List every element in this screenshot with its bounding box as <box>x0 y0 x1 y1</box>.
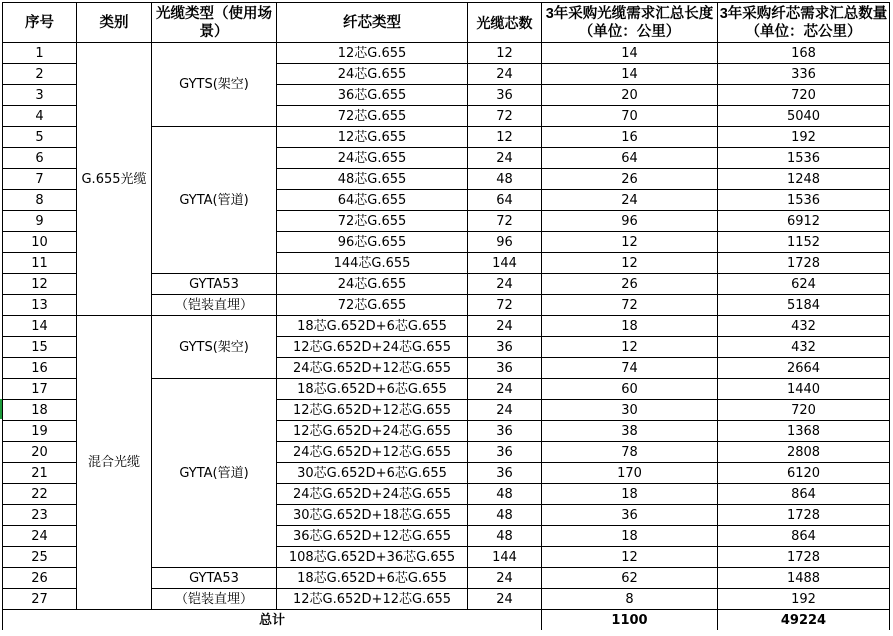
cell-index[interactable]: 14 <box>3 316 77 337</box>
cell-category-mixed[interactable]: 混合光缆 <box>77 316 152 610</box>
cell-index[interactable]: 24 <box>3 526 77 547</box>
cell-index[interactable]: 7 <box>3 169 77 190</box>
cell-core-count[interactable]: 48 <box>468 169 542 190</box>
cell-fiber-km[interactable]: 1248 <box>718 169 890 190</box>
cell-length[interactable]: 14 <box>542 64 718 85</box>
cell-index[interactable]: 27 <box>3 589 77 610</box>
header-cable-type[interactable]: 光缆类型（使用场景） <box>152 3 277 43</box>
cell-length[interactable]: 16 <box>542 127 718 148</box>
cell-cable-gyta53-line2[interactable]: （铠装直埋） <box>152 295 277 316</box>
cell-length[interactable]: 170 <box>542 463 718 484</box>
cell-length[interactable]: 64 <box>542 148 718 169</box>
cell-core-count[interactable]: 24 <box>468 148 542 169</box>
cell-fiber-type[interactable]: 96芯G.655 <box>277 232 468 253</box>
cell-index[interactable]: 26 <box>3 568 77 589</box>
cell-fiber-type[interactable]: 24芯G.655 <box>277 148 468 169</box>
header-index[interactable]: 序号 <box>3 3 77 43</box>
cell-length[interactable]: 12 <box>542 337 718 358</box>
cell-length[interactable]: 26 <box>542 274 718 295</box>
cell-cable-gyta53-line2[interactable]: （铠装直埋） <box>152 589 277 610</box>
cell-index[interactable]: 8 <box>3 190 77 211</box>
cell-index[interactable]: 17 <box>3 379 77 400</box>
cell-fiber-km[interactable]: 192 <box>718 127 890 148</box>
cell-fiber-km[interactable]: 192 <box>718 589 890 610</box>
cell-index[interactable]: 3 <box>3 85 77 106</box>
cell-index[interactable]: 22 <box>3 484 77 505</box>
cell-length[interactable]: 72 <box>542 295 718 316</box>
total-fiber-km[interactable]: 49224 <box>718 610 890 631</box>
header-total-fiber[interactable]: 3年采购纤芯需求汇总数量（单位：芯公里） <box>718 3 890 43</box>
cell-category-g655[interactable]: G.655光缆 <box>77 43 152 316</box>
cell-fiber-type[interactable]: 24芯G.655 <box>277 274 468 295</box>
cell-core-count[interactable]: 64 <box>468 190 542 211</box>
cell-index[interactable]: 25 <box>3 547 77 568</box>
cell-length[interactable]: 38 <box>542 421 718 442</box>
cell-fiber-type[interactable]: 30芯G.652D+6芯G.655 <box>277 463 468 484</box>
total-length[interactable]: 1100 <box>542 610 718 631</box>
cell-fiber-km[interactable]: 1728 <box>718 253 890 274</box>
cell-fiber-type[interactable]: 12芯G.652D+24芯G.655 <box>277 337 468 358</box>
cell-fiber-type[interactable]: 24芯G.655 <box>277 64 468 85</box>
cell-core-count[interactable]: 24 <box>468 400 542 421</box>
cell-length[interactable]: 18 <box>542 484 718 505</box>
cell-index[interactable]: 6 <box>3 148 77 169</box>
cell-length[interactable]: 20 <box>542 85 718 106</box>
header-category[interactable]: 类别 <box>77 3 152 43</box>
cell-core-count[interactable]: 36 <box>468 421 542 442</box>
cell-length[interactable]: 70 <box>542 106 718 127</box>
cell-core-count[interactable]: 36 <box>468 358 542 379</box>
cell-fiber-type[interactable]: 12芯G.655 <box>277 43 468 64</box>
cell-index[interactable]: 10 <box>3 232 77 253</box>
total-label[interactable]: 总计 <box>3 610 542 631</box>
cell-length[interactable]: 12 <box>542 253 718 274</box>
cell-fiber-km[interactable]: 2664 <box>718 358 890 379</box>
cell-core-count[interactable]: 24 <box>468 589 542 610</box>
cell-fiber-type[interactable]: 12芯G.652D+12芯G.655 <box>277 589 468 610</box>
cell-core-count[interactable]: 72 <box>468 295 542 316</box>
cell-fiber-type[interactable]: 144芯G.655 <box>277 253 468 274</box>
cell-index[interactable]: 13 <box>3 295 77 316</box>
cell-fiber-km[interactable]: 6912 <box>718 211 890 232</box>
cell-index[interactable]: 1 <box>3 43 77 64</box>
cell-cable-gyts[interactable]: GYTS(架空) <box>152 316 277 379</box>
cell-fiber-km[interactable]: 1728 <box>718 505 890 526</box>
cell-length[interactable]: 78 <box>542 442 718 463</box>
cell-fiber-type[interactable]: 18芯G.652D+6芯G.655 <box>277 379 468 400</box>
cell-index[interactable]: 15 <box>3 337 77 358</box>
cell-core-count[interactable]: 72 <box>468 211 542 232</box>
cell-core-count[interactable]: 12 <box>468 43 542 64</box>
cell-length[interactable]: 96 <box>542 211 718 232</box>
cell-core-count[interactable]: 48 <box>468 505 542 526</box>
cell-fiber-type[interactable]: 72芯G.655 <box>277 106 468 127</box>
cell-fiber-km[interactable]: 432 <box>718 337 890 358</box>
cell-length[interactable]: 26 <box>542 169 718 190</box>
cell-fiber-type[interactable]: 18芯G.652D+6芯G.655 <box>277 568 468 589</box>
table-row <box>3 43 890 64</box>
cell-length[interactable]: 24 <box>542 190 718 211</box>
cell-index[interactable]: 19 <box>3 421 77 442</box>
header-core-count[interactable]: 光缆芯数 <box>468 3 542 43</box>
cell-core-count[interactable]: 36 <box>468 337 542 358</box>
cell-core-count[interactable]: 24 <box>468 64 542 85</box>
cell-length[interactable]: 30 <box>542 400 718 421</box>
cell-fiber-type[interactable]: 48芯G.655 <box>277 169 468 190</box>
cell-length[interactable]: 18 <box>542 526 718 547</box>
cell-length[interactable]: 12 <box>542 232 718 253</box>
cell-fiber-km[interactable]: 720 <box>718 400 890 421</box>
cell-fiber-km[interactable]: 1536 <box>718 190 890 211</box>
cell-core-count[interactable]: 24 <box>468 379 542 400</box>
cell-fiber-km[interactable]: 864 <box>718 484 890 505</box>
cell-fiber-type[interactable]: 72芯G.655 <box>277 211 468 232</box>
cell-fiber-type[interactable]: 12芯G.652D+24芯G.655 <box>277 421 468 442</box>
cell-fiber-type[interactable]: 72芯G.655 <box>277 295 468 316</box>
cell-length[interactable]: 8 <box>542 589 718 610</box>
total-row <box>3 610 890 631</box>
cell-cable-gyta[interactable]: GYTA(管道) <box>152 379 277 568</box>
cell-fiber-km[interactable]: 6120 <box>718 463 890 484</box>
cell-fiber-km[interactable]: 2808 <box>718 442 890 463</box>
cell-fiber-km[interactable]: 1440 <box>718 379 890 400</box>
cell-index[interactable]: 18 <box>3 400 77 421</box>
cell-fiber-type[interactable]: 12芯G.652D+12芯G.655 <box>277 400 468 421</box>
cell-fiber-type[interactable]: 30芯G.652D+18芯G.655 <box>277 505 468 526</box>
cell-fiber-km[interactable]: 5184 <box>718 295 890 316</box>
cell-fiber-km[interactable]: 432 <box>718 316 890 337</box>
cell-index[interactable]: 2 <box>3 64 77 85</box>
cell-length[interactable]: 74 <box>542 358 718 379</box>
cell-core-count[interactable]: 36 <box>468 442 542 463</box>
cell-cable-gyta[interactable]: GYTA(管道) <box>152 127 277 274</box>
cell-index[interactable]: 5 <box>3 127 77 148</box>
cell-length[interactable]: 14 <box>542 43 718 64</box>
cell-index[interactable]: 21 <box>3 463 77 484</box>
cell-index[interactable]: 23 <box>3 505 77 526</box>
cell-core-count[interactable]: 24 <box>468 316 542 337</box>
cell-index[interactable]: 11 <box>3 253 77 274</box>
cell-fiber-type[interactable]: 12芯G.655 <box>277 127 468 148</box>
header-total-length[interactable]: 3年采购光缆需求汇总长度（单位：公里） <box>542 3 718 43</box>
cell-cable-gyta53-line1[interactable]: GYTA53 <box>152 274 277 295</box>
cell-fiber-km[interactable]: 5040 <box>718 106 890 127</box>
cell-fiber-type[interactable]: 108芯G.652D+36芯G.655 <box>277 547 468 568</box>
cell-index[interactable]: 16 <box>3 358 77 379</box>
cell-fiber-km[interactable]: 1728 <box>718 547 890 568</box>
cell-length[interactable]: 36 <box>542 505 718 526</box>
cell-core-count[interactable]: 36 <box>468 85 542 106</box>
cell-fiber-type[interactable]: 18芯G.652D+6芯G.655 <box>277 316 468 337</box>
header-row <box>3 3 890 43</box>
cell-fiber-km[interactable]: 168 <box>718 43 890 64</box>
cell-core-count[interactable]: 72 <box>468 106 542 127</box>
cell-fiber-type[interactable]: 36芯G.652D+12芯G.655 <box>277 526 468 547</box>
header-fiber-type[interactable]: 纤芯类型 <box>277 3 468 43</box>
cell-fiber-km[interactable]: 1152 <box>718 232 890 253</box>
cell-core-count[interactable]: 144 <box>468 253 542 274</box>
cell-fiber-km[interactable]: 624 <box>718 274 890 295</box>
cell-core-count[interactable]: 36 <box>468 463 542 484</box>
cell-index[interactable]: 4 <box>3 106 77 127</box>
cell-length[interactable]: 62 <box>542 568 718 589</box>
cell-fiber-km[interactable]: 1488 <box>718 568 890 589</box>
cell-length[interactable]: 18 <box>542 316 718 337</box>
cell-length[interactable]: 12 <box>542 547 718 568</box>
cell-fiber-type[interactable]: 24芯G.652D+12芯G.655 <box>277 442 468 463</box>
cell-core-count[interactable]: 24 <box>468 568 542 589</box>
cell-fiber-type[interactable]: 36芯G.655 <box>277 85 468 106</box>
cell-index[interactable]: 20 <box>3 442 77 463</box>
cell-fiber-km[interactable]: 1368 <box>718 421 890 442</box>
fiber-demand-table <box>2 2 890 630</box>
cell-cable-gyts[interactable]: GYTS(架空) <box>152 43 277 127</box>
cell-core-count[interactable]: 24 <box>468 274 542 295</box>
cell-core-count[interactable]: 96 <box>468 232 542 253</box>
cell-fiber-type[interactable]: 24芯G.652D+24芯G.655 <box>277 484 468 505</box>
cell-fiber-type[interactable]: 24芯G.652D+12芯G.655 <box>277 358 468 379</box>
cell-core-count[interactable]: 48 <box>468 526 542 547</box>
cell-core-count[interactable]: 12 <box>468 127 542 148</box>
cell-core-count[interactable]: 48 <box>468 484 542 505</box>
cell-index[interactable]: 9 <box>3 211 77 232</box>
cell-fiber-km[interactable]: 864 <box>718 526 890 547</box>
cell-cable-gyta53-line1[interactable]: GYTA53 <box>152 568 277 589</box>
cell-fiber-km[interactable]: 1536 <box>718 148 890 169</box>
table-row <box>3 316 890 337</box>
cell-fiber-km[interactable]: 336 <box>718 64 890 85</box>
cell-fiber-type[interactable]: 64芯G.655 <box>277 190 468 211</box>
cell-length[interactable]: 60 <box>542 379 718 400</box>
cell-core-count[interactable]: 144 <box>468 547 542 568</box>
cell-fiber-km[interactable]: 720 <box>718 85 890 106</box>
cell-index[interactable]: 12 <box>3 274 77 295</box>
